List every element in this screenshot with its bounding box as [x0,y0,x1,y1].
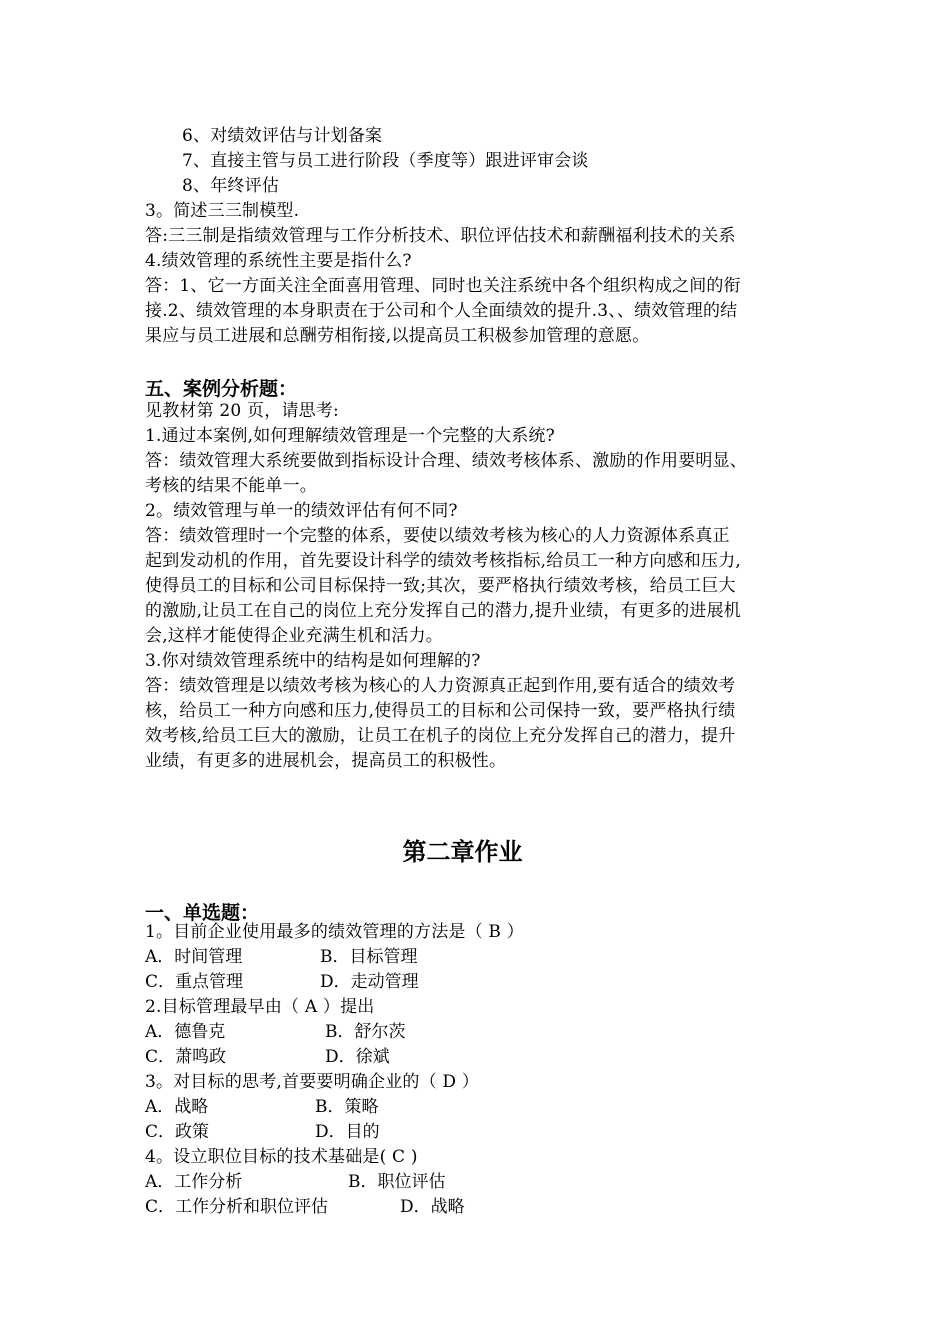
option-c: C．萧鸣政 [145,1047,227,1067]
list-item: 7、直接主管与员工进行阶段（季度等）跟进评审会谈 [182,151,589,171]
option-d: D．走动管理 [320,972,419,992]
question-text: 4.绩效管理的系统性主要是指什么? [145,251,412,271]
option-a: A．时间管理 [145,947,243,967]
option-a: A．战略 [145,1097,209,1117]
option-d: D．徐斌 [325,1047,390,1067]
answer-text: 会,这样才能使得企业充满生机和活力。 [145,626,444,646]
question-text: 2.目标管理最早由（ A ）提出 [145,997,375,1017]
answer-text: 答：绩效管理是以绩效考核为核心的人力资源真正起到作用,要有适合的绩效考 [145,676,736,696]
intro-text: 见教材第 20 页，请思考: [145,401,339,421]
option-d: D．战略 [400,1197,465,1217]
answer-text: 业绩，有更多的进展机会，提高员工的积极性。 [145,751,507,771]
option-c: C．政策 [145,1122,210,1142]
answer-text: 起到发动机的作用，首先要设计科学的绩效考核指标,给员工一种方向感和压力, [145,551,742,571]
answer-text: 考核的结果不能单一。 [145,476,317,496]
section-heading: 一、单选题： [145,902,260,924]
answer-text: 接.2、绩效管理的本身职责在于公司和个人全面绩效的提升.3、、绩效管理的结 [145,301,738,321]
answer-text: 核，给员工一种方向感和压力,使得员工的目标和公司保持一致，要严格执行绩 [145,701,736,721]
list-item: 6、对绩效评估与计划备案 [182,126,383,146]
question-text: 1.通过本案例,如何理解绩效管理是一个完整的大系统? [145,426,555,446]
answer-text: 果应与员工进展和总酬劳相衔接,以提高员工积极参加管理的意愿。 [145,326,650,346]
option-b: B．舒尔茨 [325,1022,406,1042]
option-c: C．工作分析和职位评估 [145,1197,329,1217]
question-text: 3。对目标的思考,首要要明确企业的（ D ） [145,1072,480,1092]
option-c: C．重点管理 [145,972,244,992]
option-a: A．工作分析 [145,1172,243,1192]
answer-text: 效考核,给员工巨大的激励，让员工在机子的岗位上充分发挥自己的潜力，提升 [145,726,736,746]
answer-text: 答：绩效管理大系统要做到指标设计合理、绩效考核体系、激励的作用要明显、 [145,451,747,471]
answer-text: 答:三三制是指绩效管理与工作分析技术、职位评估技术和薪酬福利技术的关系 [145,226,736,246]
list-item: 8、年终评估 [182,176,280,196]
question-text: 1。目前企业使用最多的绩效管理的方法是（ B ） [145,922,524,942]
section-heading: 五、案例分析题： [145,378,298,400]
chapter-title: 第二章作业 [402,838,523,866]
answer-text: 的激励,让员工在自己的岗位上充分发挥自己的潜力,提升业绩，有更多的进展机 [145,601,742,621]
option-b: B．策略 [315,1097,379,1117]
option-b: B．目标管理 [320,947,418,967]
option-d: D．目的 [315,1122,380,1142]
option-a: A．德鲁克 [145,1022,226,1042]
answer-text: 答：1、它一方面关注全面喜用管理、同时也关注系统中各个组织构成之间的衔 [145,276,741,296]
question-text: 2。绩效管理与单一的绩效评估有何不同? [145,501,458,521]
option-b: B．职位评估 [348,1172,446,1192]
question-text: 3。简述三三制模型. [145,201,300,221]
question-text: 4。设立职位目标的技术基础是( C ) [145,1147,418,1167]
question-text: 3.你对绩效管理系统中的结构是如何理解的? [145,651,481,671]
answer-text: 答：绩效管理时一个完整的体系，要使以绩效考核为核心的人力资源体系真正 [145,526,730,546]
answer-text: 使得员工的目标和公司目标保持一致;其次，要严格执行绩效考核，给员工巨大 [145,576,736,596]
